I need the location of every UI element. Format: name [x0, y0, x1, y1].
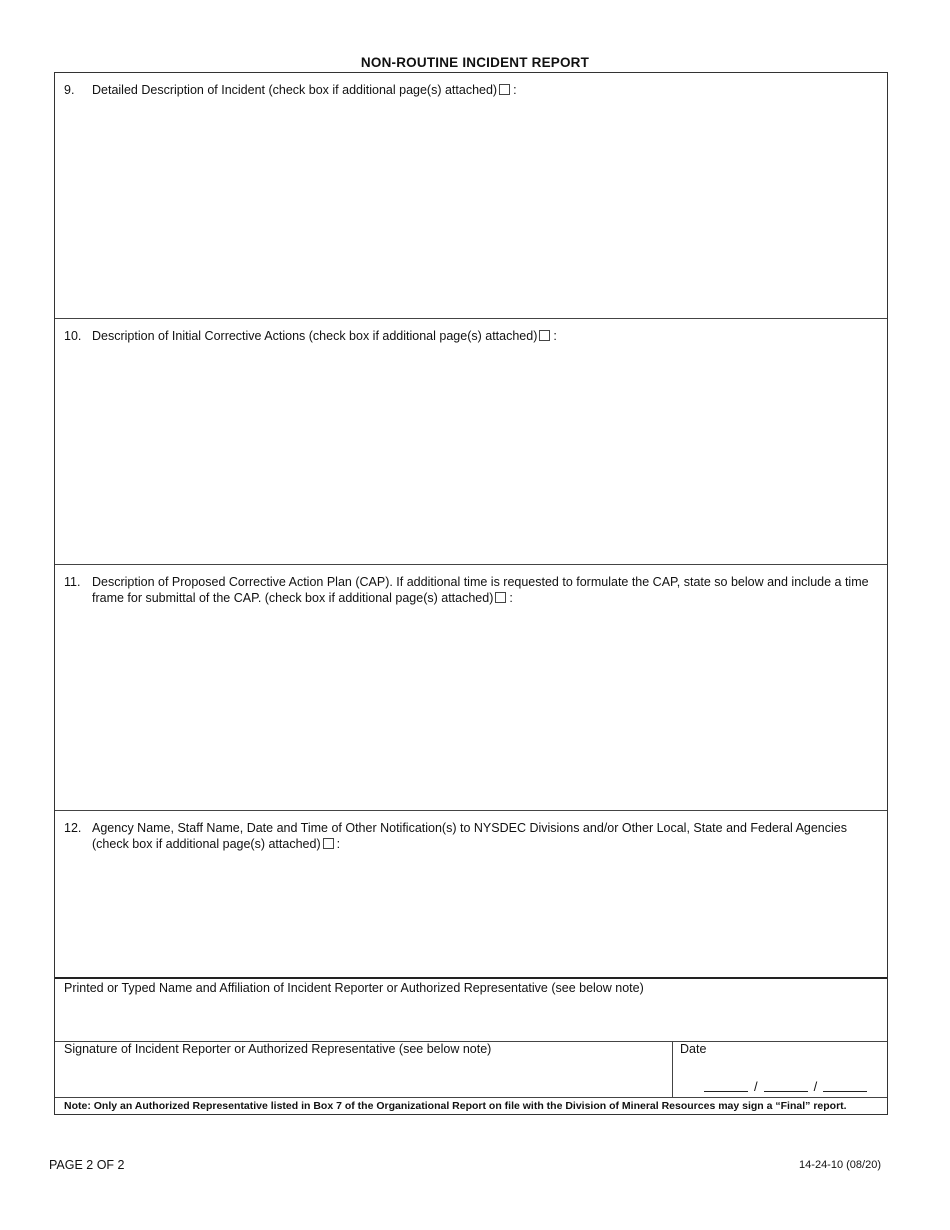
date-day-blank[interactable]: [764, 1079, 808, 1092]
section-9-number: 9.: [64, 83, 75, 97]
section-9-colon: :: [513, 83, 517, 97]
section-12-checkbox[interactable]: [323, 838, 334, 849]
section-10-colon: :: [553, 329, 557, 343]
date-year-blank[interactable]: [823, 1079, 867, 1092]
section-9-heading: [64, 82, 873, 98]
section-11-label: Description of Proposed Corrective Action Plan (CAP). If additional time is requested to formulate the CAP, state so below and include a time frame for submittal of the CAP. (check box if additional page(s) attached): [92, 575, 869, 605]
date-separator-2: /: [813, 1079, 818, 1094]
section-12-text-area[interactable]: [57, 857, 885, 975]
section-11-colon: :: [509, 591, 513, 605]
page-number: PAGE 2 OF 2: [49, 1158, 125, 1172]
section-9-checkbox[interactable]: [499, 84, 510, 95]
section-10: [55, 319, 887, 565]
section-11-text-area[interactable]: [57, 611, 885, 808]
section-10-heading: [64, 328, 873, 344]
section-9-label: Detailed Description of Incident (check box if additional page(s) attached): [92, 83, 498, 97]
date-cell: [672, 1042, 887, 1097]
section-9: [55, 73, 887, 319]
section-12-heading: [64, 820, 873, 852]
reporter-name-label: Printed or Typed Name and Affiliation of Incident Reporter or Authorized Representative (see below note): [64, 981, 644, 995]
form-id: 14-24-10 (08/20): [799, 1159, 881, 1171]
date-separator-1: /: [754, 1079, 758, 1094]
section-11-checkbox[interactable]: [495, 592, 506, 603]
section-11-heading: [64, 574, 873, 606]
section-10-checkbox[interactable]: [539, 330, 550, 341]
signature-label: Signature of Incident Reporter or Authorized Representative (see below note): [64, 1042, 492, 1056]
signature-field[interactable]: [57, 1060, 670, 1095]
section-12-label: Agency Name, Staff Name, Date and Time of Other Notification(s) to NYSDEC Divisions and/or Other Local, State and Federal Agencies (check box if additional page(s) attached): [92, 821, 847, 851]
date-label: Date: [680, 1042, 707, 1056]
section-11: [55, 565, 887, 811]
signature-row: [55, 1042, 887, 1098]
reporter-name-field[interactable]: [57, 999, 885, 1039]
section-11-number: 11.: [64, 575, 81, 589]
date-month-blank[interactable]: [704, 1079, 748, 1092]
section-10-label: Description of Initial Corrective Actions (check box if additional page(s) attached): [92, 329, 538, 343]
section-9-text-area[interactable]: [57, 103, 885, 316]
authorized-representative-note: Note: Only an Authorized Representative listed in Box 7 of the Organizational Report on file with the Division of Mineral Resources may sign a “Final” report.: [64, 1100, 847, 1112]
section-12: [55, 811, 887, 979]
date-input-line: [704, 1079, 867, 1094]
incident-report-form: [54, 72, 888, 1115]
section-10-text-area[interactable]: [57, 349, 885, 562]
section-12-colon: :: [336, 837, 341, 851]
page-title: NON-ROUTINE INCIDENT REPORT: [360, 55, 590, 70]
section-12-number: 12.: [64, 821, 82, 835]
signature-cell: [55, 1042, 673, 1097]
reporter-name-row: [55, 979, 887, 1042]
section-10-number: 10.: [64, 329, 82, 343]
